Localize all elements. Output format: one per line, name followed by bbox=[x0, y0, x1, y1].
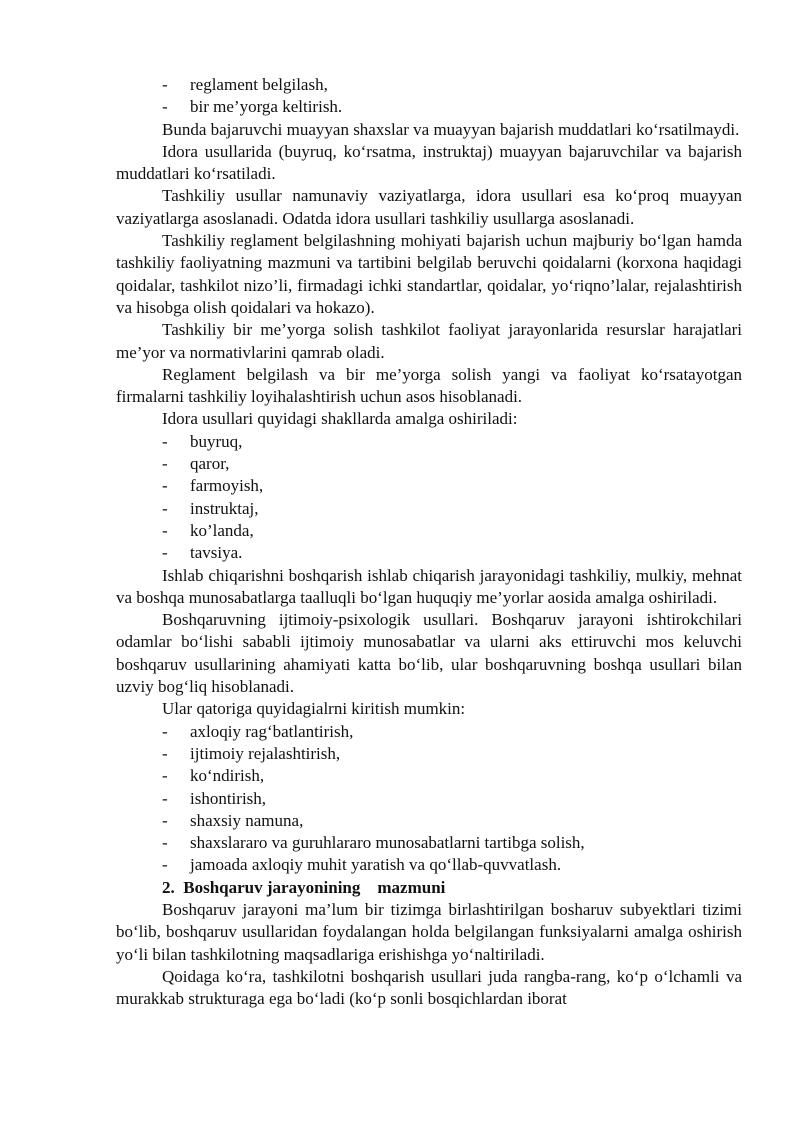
list-dash: - bbox=[162, 75, 168, 94]
list-dash: - bbox=[162, 833, 168, 853]
list-item bbox=[116, 765, 742, 787]
paragraph: Tashkiliy reglament belgilashning mohiyati bajarish uchun majburiy bo‘lgan hamda tashkiliy faoliyatning mazmuni va tartibini belgilab beruvchi qoidalarni (korxona haqidagi qoidalar, tashkilot nizo’li, firmadagi ichki standartlar, qoidalar, yo‘riqno’lalar, rejalashtirish va hisobga olish qoidalari va hokazo). bbox=[116, 231, 742, 317]
list-dash: - bbox=[162, 520, 168, 540]
list-item-text: qaror, bbox=[190, 454, 230, 474]
list-item bbox=[116, 74, 742, 96]
paragraph: Qoidaga ko‘ra, tashkilotni boshqarish usullari juda rangba-rang, ko‘p o‘lchamli va murakkab strukturaga ega bo‘ladi (ko‘p sonli bosqichlardan iborat bbox=[116, 966, 742, 1009]
paragraph: Tashkiliy usullar namunaviy vaziyatlarga, idora usullari esa ko‘proq muayyan vaziyatlarga asoslanadi. Odatda idora usullari tashkiliy usullarga asoslanadi. bbox=[116, 186, 742, 228]
list-item-text: ko’landa, bbox=[190, 520, 254, 540]
list-dash: - bbox=[162, 788, 168, 808]
list-item bbox=[116, 721, 742, 743]
list-item bbox=[116, 453, 742, 475]
list-item bbox=[116, 96, 742, 118]
paragraph: Bunda bajaruvchi muayyan shaxslar va muayyan bajarish muddatlari ko‘rsatilmaydi. bbox=[162, 119, 740, 139]
paragraph: Reglament belgilash va bir me’yorga solish yangi va faoliyat ko‘rsatayotgan firmalarni tashkiliy loyihalashtirish uchun asos hisoblanadi. bbox=[116, 364, 742, 407]
paragraph: Tashkiliy bir me’yorga solish tashkilot faoliyat jarayonlarida resurslar harajatlari me’yor va normativlarini qamrab oladi. bbox=[116, 320, 742, 362]
list-item bbox=[116, 832, 742, 854]
list-dash: - bbox=[162, 721, 168, 741]
list-dash: - bbox=[162, 97, 168, 117]
paragraph: Boshqaruvning ijtimoiy-psixologik usullari. Boshqaruv jarayoni ishtirokchilari odamlar bo‘lishi sababli ijtimoiy munosabatlar va ularni aks ettiruvchi mos keluvchi boshqaruv usullarining ahamiyati katta bo‘lib, ular boshqaruvning boshqa usullari bilan uzviy bog‘liq hisoblanadi. bbox=[116, 610, 742, 697]
paragraph: Ular qatoriga quyidagialrni kiritish mumkin: bbox=[162, 699, 466, 719]
list-item bbox=[116, 854, 742, 876]
list-item bbox=[116, 810, 742, 832]
list-item bbox=[116, 498, 742, 520]
list-item bbox=[116, 542, 742, 564]
list-item-text: bir me’yorga keltirish. bbox=[190, 97, 343, 117]
paragraph: Idora usullari quyidagi shakllarda amalga oshiriladi: bbox=[162, 409, 518, 429]
list-dash: - bbox=[162, 454, 168, 474]
list-item-text: ijtimoiy rejalashtirish, bbox=[190, 743, 341, 763]
paragraph: Boshqaruv jarayoni ma’lum bir tizimga birlashtirilgan bosharuv subyektlari tizimi bo‘lib, boshqaruv usullaridan foydalangan holda belgilangan funksiyalarni amalga oshirish yo‘li bilan tashkilotning maqsadlariga erishishga yo‘naltiriladi. bbox=[116, 899, 742, 964]
list-item bbox=[116, 431, 742, 453]
list-item-text: ishontirish, bbox=[190, 788, 267, 808]
list-item-text: jamoada axloqiy muhit yaratish va qo‘llab-quvvatlash. bbox=[190, 855, 562, 875]
list-item-text: farmoyish, bbox=[190, 476, 264, 496]
document-page bbox=[116, 74, 742, 1010]
list-item bbox=[116, 743, 742, 765]
list-item-text: tavsiya. bbox=[190, 543, 243, 563]
list-dash: - bbox=[162, 743, 168, 763]
list-item-text: shaxsiy namuna, bbox=[190, 810, 304, 830]
list-dash: - bbox=[162, 855, 168, 875]
list-item bbox=[116, 475, 742, 497]
list-item-text: shaxslararo va guruhlararo munosabatlarni tartibga solish, bbox=[190, 833, 585, 853]
list-item-text: axloqiy rag‘batlantirish, bbox=[190, 721, 354, 741]
list-dash: - bbox=[162, 810, 168, 830]
list-item bbox=[116, 788, 742, 810]
list-item-text: instruktaj, bbox=[190, 498, 259, 518]
list-item bbox=[116, 520, 742, 542]
paragraph: Idora usullarida (buyruq, ko‘rsatma, instruktaj) muayyan bajaruvchilar va bajarish muddatlari ko‘rsatiladi. bbox=[116, 141, 742, 184]
list-dash: - bbox=[162, 543, 168, 563]
list-dash: - bbox=[162, 476, 168, 496]
list-dash: - bbox=[162, 498, 168, 518]
list-item-text: ko‘ndirish, bbox=[190, 766, 265, 786]
list-item-text: buyruq, bbox=[190, 431, 243, 451]
list-item-text: reglament belgilash, bbox=[190, 75, 328, 94]
list-dash: - bbox=[162, 431, 168, 451]
section-heading: 2. Boshqaruv jarayonining mazmuni bbox=[162, 877, 446, 897]
list-dash: - bbox=[162, 766, 168, 786]
paragraph: Ishlab chiqarishni boshqarish ishlab chiqarish jarayonidagi tashkiliy, mulkiy, mehnat va boshqa munosabatlarga taalluqli bo‘lgan huquqiy me’yorlar aosida amalga oshiriladi. bbox=[116, 565, 742, 607]
